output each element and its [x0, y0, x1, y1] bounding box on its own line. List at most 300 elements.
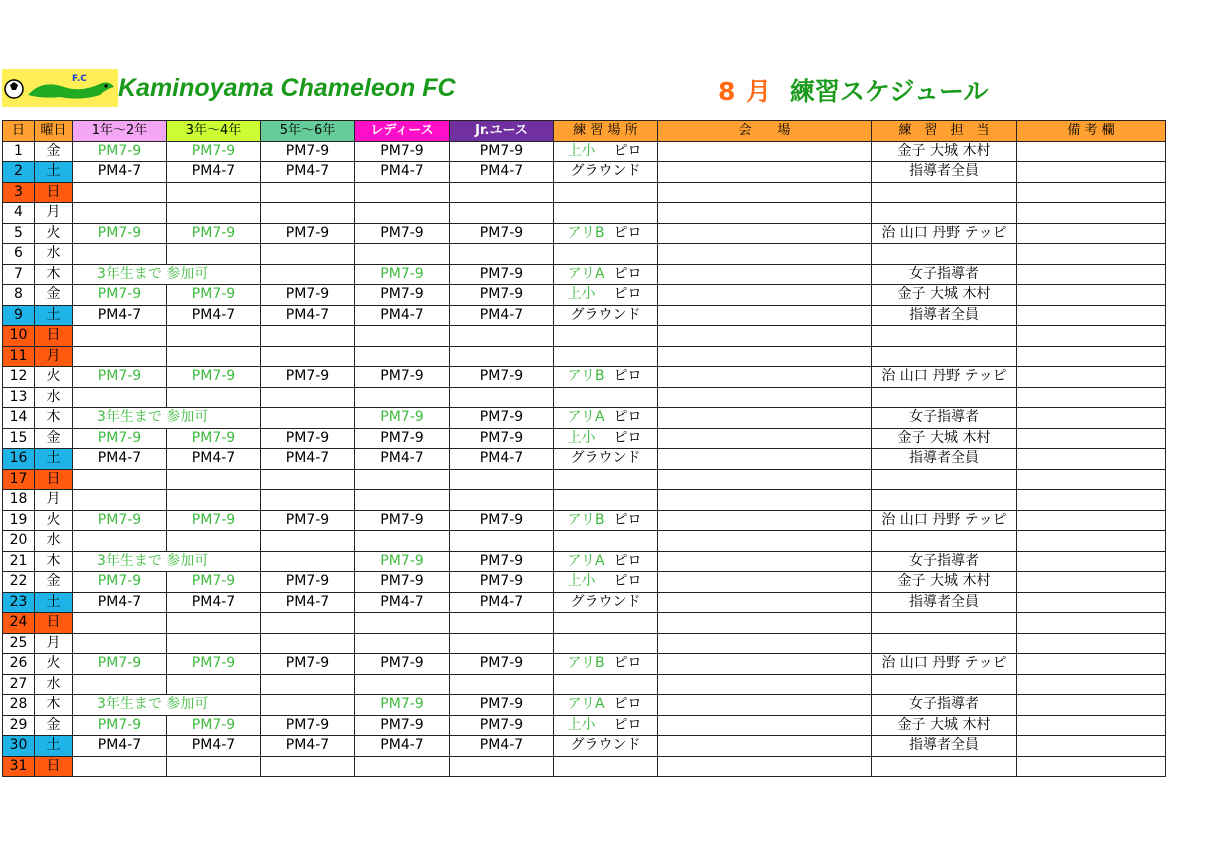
place-name: 上小 — [567, 716, 596, 733]
practice-place-cell — [554, 572, 658, 593]
schedule-table — [2, 120, 1166, 777]
day-cell: 13 — [3, 387, 35, 408]
practice-place-cell — [554, 633, 658, 654]
grade-3-4-cell: PM7-9 — [167, 141, 261, 162]
jr-youth-cell: PM7-9 — [450, 715, 554, 736]
table-row — [3, 264, 1166, 285]
grade-1-2-cell: PM7-9 — [73, 141, 167, 162]
place-hall: ピロ — [613, 429, 642, 446]
weekday-cell: 月 — [35, 203, 73, 224]
day-cell: 22 — [3, 572, 35, 593]
weekday-cell: 金 — [35, 715, 73, 736]
place-name: アリA — [567, 409, 605, 426]
empty-cell — [355, 203, 450, 224]
weekday-cell: 火 — [35, 510, 73, 531]
venue-cell — [658, 162, 872, 183]
empty-cell — [167, 756, 261, 777]
table-row — [3, 674, 1166, 695]
grade-5-6-cell: PM4-7 — [261, 592, 355, 613]
place-name: アリB — [567, 655, 605, 672]
empty-cell — [450, 244, 554, 265]
venue-cell — [658, 510, 872, 531]
table-row — [3, 428, 1166, 449]
day-cell: 15 — [3, 428, 35, 449]
day-cell: 5 — [3, 223, 35, 244]
venue-cell — [658, 490, 872, 511]
day-cell: 20 — [3, 531, 35, 552]
staff-cell: 治 山口 丹野 テッピ — [872, 223, 1017, 244]
day-cell: 2 — [3, 162, 35, 183]
grade-3-4-cell: PM7-9 — [167, 285, 261, 306]
empty-cell — [355, 633, 450, 654]
empty-cell — [73, 469, 167, 490]
notes-cell — [1017, 367, 1166, 388]
empty-cell — [261, 613, 355, 634]
staff-cell — [872, 387, 1017, 408]
notes-cell — [1017, 592, 1166, 613]
table-row — [3, 654, 1166, 675]
grade-5-6-cell: PM7-9 — [261, 572, 355, 593]
empty-cell — [167, 326, 261, 347]
day-cell: 30 — [3, 736, 35, 757]
jr-youth-cell: PM7-9 — [450, 285, 554, 306]
weekday-cell: 木 — [35, 695, 73, 716]
weekday-cell: 日 — [35, 756, 73, 777]
jr-youth-cell: PM7-9 — [450, 223, 554, 244]
notes-cell — [1017, 756, 1166, 777]
weekday-cell: 土 — [35, 736, 73, 757]
practice-place-cell — [554, 695, 658, 716]
weekday-cell: 木 — [35, 264, 73, 285]
header-row — [3, 121, 1166, 142]
venue-cell — [658, 736, 872, 757]
grade-5-6-cell: PM7-9 — [261, 223, 355, 244]
notes-cell — [1017, 203, 1166, 224]
weekday-cell: 日 — [35, 469, 73, 490]
grade-3-4-cell: PM7-9 — [167, 223, 261, 244]
empty-cell — [73, 674, 167, 695]
month-number: 8 — [718, 77, 736, 106]
practice-place-cell — [554, 326, 658, 347]
weekday-cell: 水 — [35, 244, 73, 265]
empty-cell — [261, 633, 355, 654]
weekday-cell: 金 — [35, 285, 73, 306]
notes-cell — [1017, 264, 1166, 285]
staff-cell — [872, 531, 1017, 552]
staff-cell: 金子 大城 木村 — [872, 572, 1017, 593]
place-hall: ピロ — [613, 142, 642, 159]
weekday-cell: 月 — [35, 633, 73, 654]
day-cell: 8 — [3, 285, 35, 306]
staff-cell — [872, 633, 1017, 654]
empty-cell — [73, 633, 167, 654]
venue-cell — [658, 613, 872, 634]
empty-cell — [355, 469, 450, 490]
empty-cell — [167, 633, 261, 654]
weekday-cell: 日 — [35, 613, 73, 634]
grade-1-2-cell: PM4-7 — [73, 305, 167, 326]
staff-cell: 金子 大城 木村 — [872, 141, 1017, 162]
team-name: Kaminoyama Chameleon FC — [118, 74, 456, 102]
day-cell: 10 — [3, 326, 35, 347]
col-grade-5-6: 5年〜6年 — [261, 121, 355, 142]
practice-place-cell — [554, 756, 658, 777]
practice-place-cell — [554, 490, 658, 511]
staff-cell — [872, 203, 1017, 224]
empty-cell — [167, 469, 261, 490]
col-venue: 会 場 — [658, 121, 872, 142]
empty-cell — [450, 182, 554, 203]
weekday-cell: 火 — [35, 654, 73, 675]
grade-3-4-cell: PM4-7 — [167, 592, 261, 613]
note-cell: 3年生まで 参加可 — [73, 264, 261, 285]
venue-cell — [658, 408, 872, 429]
notes-cell — [1017, 285, 1166, 306]
table-row — [3, 449, 1166, 470]
table-row — [3, 285, 1166, 306]
empty-cell — [73, 346, 167, 367]
practice-place-cell — [554, 531, 658, 552]
place-hall: ピロ — [613, 655, 642, 672]
empty-cell — [167, 244, 261, 265]
day-cell: 9 — [3, 305, 35, 326]
table-row — [3, 203, 1166, 224]
empty-cell — [355, 387, 450, 408]
ladies-cell: PM7-9 — [355, 264, 450, 285]
ladies-cell: PM4-7 — [355, 736, 450, 757]
jr-youth-cell: PM4-7 — [450, 162, 554, 183]
staff-cell — [872, 182, 1017, 203]
day-cell: 31 — [3, 756, 35, 777]
weekday-cell: 金 — [35, 572, 73, 593]
table-row — [3, 346, 1166, 367]
practice-place-cell — [554, 182, 658, 203]
staff-cell: 金子 大城 木村 — [872, 428, 1017, 449]
notes-cell — [1017, 469, 1166, 490]
day-cell: 23 — [3, 592, 35, 613]
table-row — [3, 162, 1166, 183]
notes-cell — [1017, 715, 1166, 736]
notes-cell — [1017, 674, 1166, 695]
staff-cell — [872, 756, 1017, 777]
staff-cell: 金子 大城 木村 — [872, 285, 1017, 306]
grade-3-4-cell: PM7-9 — [167, 715, 261, 736]
place-hall: ピロ — [613, 224, 642, 241]
venue-cell — [658, 244, 872, 265]
venue-cell — [658, 654, 872, 675]
notes-cell — [1017, 613, 1166, 634]
place-name: アリA — [567, 696, 605, 713]
empty-cell — [355, 244, 450, 265]
practice-place-cell — [554, 715, 658, 736]
day-cell: 14 — [3, 408, 35, 429]
table-row — [3, 387, 1166, 408]
empty-cell — [261, 326, 355, 347]
place-hall: ピロ — [613, 368, 642, 385]
venue-cell — [658, 285, 872, 306]
table-row — [3, 141, 1166, 162]
venue-cell — [658, 141, 872, 162]
empty-cell — [167, 674, 261, 695]
notes-cell — [1017, 695, 1166, 716]
venue-cell — [658, 572, 872, 593]
empty-cell — [73, 326, 167, 347]
note-cell: 3年生まで 参加可 — [73, 695, 261, 716]
empty-cell — [261, 531, 355, 552]
table-row — [3, 182, 1166, 203]
weekday-cell: 土 — [35, 592, 73, 613]
ladies-cell: PM4-7 — [355, 305, 450, 326]
empty-cell — [261, 756, 355, 777]
staff-cell — [872, 613, 1017, 634]
empty-cell — [73, 531, 167, 552]
place-name: アリB — [567, 368, 605, 385]
grade-1-2-cell: PM4-7 — [73, 736, 167, 757]
empty-cell — [261, 203, 355, 224]
venue-cell — [658, 305, 872, 326]
notes-cell — [1017, 531, 1166, 552]
empty-cell — [355, 346, 450, 367]
day-cell: 25 — [3, 633, 35, 654]
note-cell: 3年生まで 参加可 — [73, 408, 261, 429]
page-header — [0, 66, 1227, 110]
jr-youth-cell: PM7-9 — [450, 408, 554, 429]
staff-cell — [872, 674, 1017, 695]
day-cell: 24 — [3, 613, 35, 634]
venue-cell — [658, 428, 872, 449]
empty-cell — [261, 244, 355, 265]
empty-cell — [450, 613, 554, 634]
day-cell: 29 — [3, 715, 35, 736]
ladies-cell: PM7-9 — [355, 654, 450, 675]
staff-cell — [872, 469, 1017, 490]
ladies-cell: PM7-9 — [355, 223, 450, 244]
jr-youth-cell: PM7-9 — [450, 551, 554, 572]
grade-5-6-cell: PM7-9 — [261, 715, 355, 736]
empty-cell — [167, 203, 261, 224]
notes-cell — [1017, 510, 1166, 531]
jr-youth-cell: PM4-7 — [450, 449, 554, 470]
place-name: アリA — [567, 552, 605, 569]
day-cell: 18 — [3, 490, 35, 511]
staff-cell: 指導者全員 — [872, 592, 1017, 613]
grade-5-6-cell — [261, 264, 355, 285]
grade-3-4-cell: PM7-9 — [167, 428, 261, 449]
staff-cell: 指導者全員 — [872, 305, 1017, 326]
table-row — [3, 408, 1166, 429]
notes-cell — [1017, 551, 1166, 572]
practice-place-cell — [554, 203, 658, 224]
venue-cell — [658, 182, 872, 203]
grade-3-4-cell: PM7-9 — [167, 367, 261, 388]
grade-5-6-cell: PM7-9 — [261, 367, 355, 388]
ladies-cell: PM7-9 — [355, 408, 450, 429]
col-practice-place: 練 習 場 所 — [554, 121, 658, 142]
venue-cell — [658, 674, 872, 695]
table-row — [3, 367, 1166, 388]
jr-youth-cell: PM7-9 — [450, 367, 554, 388]
empty-cell — [450, 633, 554, 654]
jr-youth-cell: PM7-9 — [450, 654, 554, 675]
col-staff: 練 習 担 当 — [872, 121, 1017, 142]
notes-cell — [1017, 408, 1166, 429]
venue-cell — [658, 551, 872, 572]
empty-cell — [450, 674, 554, 695]
notes-cell — [1017, 182, 1166, 203]
venue-cell — [658, 531, 872, 552]
place-name: 上小 — [567, 573, 596, 590]
empty-cell — [450, 326, 554, 347]
ladies-cell: PM7-9 — [355, 285, 450, 306]
empty-cell — [261, 182, 355, 203]
empty-cell — [73, 756, 167, 777]
grade-1-2-cell: PM7-9 — [73, 367, 167, 388]
grade-3-4-cell: PM7-9 — [167, 510, 261, 531]
practice-place-cell: グラウンド — [554, 736, 658, 757]
table-row — [3, 490, 1166, 511]
jr-youth-cell: PM7-9 — [450, 428, 554, 449]
grade-3-4-cell: PM4-7 — [167, 736, 261, 757]
practice-place-cell — [554, 408, 658, 429]
jr-youth-cell: PM7-9 — [450, 264, 554, 285]
weekday-cell: 日 — [35, 182, 73, 203]
empty-cell — [450, 756, 554, 777]
empty-cell — [167, 490, 261, 511]
jr-youth-cell: PM7-9 — [450, 695, 554, 716]
empty-cell — [261, 490, 355, 511]
grade-1-2-cell: PM7-9 — [73, 428, 167, 449]
staff-cell: 女子指導者 — [872, 551, 1017, 572]
schedule-title: 練習スケジュール — [789, 77, 989, 106]
day-cell: 28 — [3, 695, 35, 716]
day-cell: 7 — [3, 264, 35, 285]
grade-5-6-cell: PM7-9 — [261, 141, 355, 162]
empty-cell — [261, 674, 355, 695]
venue-cell — [658, 346, 872, 367]
day-cell: 26 — [3, 654, 35, 675]
ladies-cell: PM4-7 — [355, 592, 450, 613]
day-cell: 12 — [3, 367, 35, 388]
practice-place-cell — [554, 551, 658, 572]
ladies-cell: PM7-9 — [355, 510, 450, 531]
weekday-cell: 土 — [35, 305, 73, 326]
grade-3-4-cell: PM4-7 — [167, 162, 261, 183]
staff-cell: 指導者全員 — [872, 736, 1017, 757]
day-cell: 16 — [3, 449, 35, 470]
table-row — [3, 244, 1166, 265]
notes-cell — [1017, 244, 1166, 265]
notes-cell — [1017, 633, 1166, 654]
ladies-cell: PM4-7 — [355, 162, 450, 183]
staff-cell: 女子指導者 — [872, 408, 1017, 429]
grade-5-6-cell: PM4-7 — [261, 162, 355, 183]
col-day: 日 — [3, 121, 35, 142]
empty-cell — [450, 346, 554, 367]
weekday-cell: 水 — [35, 387, 73, 408]
col-jr-youth: Jr.ユース — [450, 121, 554, 142]
grade-1-2-cell: PM4-7 — [73, 592, 167, 613]
place-hall: ピロ — [613, 696, 642, 713]
practice-place-cell — [554, 264, 658, 285]
col-grade-1-2: 1年〜2年 — [73, 121, 167, 142]
place-name: アリA — [567, 265, 605, 282]
team-logo — [2, 69, 118, 107]
day-cell: 6 — [3, 244, 35, 265]
logo-text: F.C — [72, 74, 87, 84]
weekday-cell: 水 — [35, 674, 73, 695]
grade-3-4-cell: PM7-9 — [167, 654, 261, 675]
grade-5-6-cell: PM4-7 — [261, 736, 355, 757]
weekday-cell: 金 — [35, 141, 73, 162]
practice-place-cell — [554, 223, 658, 244]
grade-5-6-cell: PM7-9 — [261, 428, 355, 449]
note-cell: 3年生まで 参加可 — [73, 551, 261, 572]
grade-1-2-cell: PM7-9 — [73, 715, 167, 736]
day-cell: 11 — [3, 346, 35, 367]
staff-cell: 女子指導者 — [872, 695, 1017, 716]
place-name: 上小 — [567, 286, 596, 303]
jr-youth-cell: PM7-9 — [450, 510, 554, 531]
staff-cell: 指導者全員 — [872, 162, 1017, 183]
grade-1-2-cell: PM4-7 — [73, 449, 167, 470]
venue-cell — [658, 264, 872, 285]
col-ladies: レディース — [355, 121, 450, 142]
weekday-cell: 土 — [35, 449, 73, 470]
table-row — [3, 531, 1166, 552]
place-hall: ピロ — [613, 409, 642, 426]
day-cell: 17 — [3, 469, 35, 490]
table-row — [3, 613, 1166, 634]
empty-cell — [261, 469, 355, 490]
grade-1-2-cell: PM7-9 — [73, 654, 167, 675]
staff-cell: 指導者全員 — [872, 449, 1017, 470]
empty-cell — [167, 613, 261, 634]
grade-1-2-cell: PM4-7 — [73, 162, 167, 183]
venue-cell — [658, 469, 872, 490]
place-hall: ピロ — [613, 265, 642, 282]
empty-cell — [355, 756, 450, 777]
ladies-cell: PM7-9 — [355, 367, 450, 388]
empty-cell — [450, 387, 554, 408]
place-name: アリB — [567, 511, 605, 528]
practice-place-cell — [554, 674, 658, 695]
staff-cell: 治 山口 丹野 テッピ — [872, 654, 1017, 675]
empty-cell — [450, 490, 554, 511]
practice-place-cell: グラウンド — [554, 305, 658, 326]
empty-cell — [355, 182, 450, 203]
weekday-cell: 土 — [35, 162, 73, 183]
empty-cell — [167, 346, 261, 367]
table-row — [3, 715, 1166, 736]
staff-cell: 治 山口 丹野 テッピ — [872, 510, 1017, 531]
place-hall: ピロ — [613, 552, 642, 569]
jr-youth-cell: PM4-7 — [450, 305, 554, 326]
month-label: 月 — [746, 77, 772, 106]
venue-cell — [658, 633, 872, 654]
notes-cell — [1017, 223, 1166, 244]
grade-5-6-cell: PM7-9 — [261, 510, 355, 531]
practice-place-cell — [554, 387, 658, 408]
grade-5-6-cell: PM4-7 — [261, 449, 355, 470]
ladies-cell: PM7-9 — [355, 141, 450, 162]
venue-cell — [658, 715, 872, 736]
empty-cell — [167, 387, 261, 408]
weekday-cell: 月 — [35, 346, 73, 367]
page-title — [718, 72, 988, 108]
weekday-cell: 火 — [35, 223, 73, 244]
empty-cell — [355, 490, 450, 511]
place-hall: ピロ — [613, 286, 642, 303]
